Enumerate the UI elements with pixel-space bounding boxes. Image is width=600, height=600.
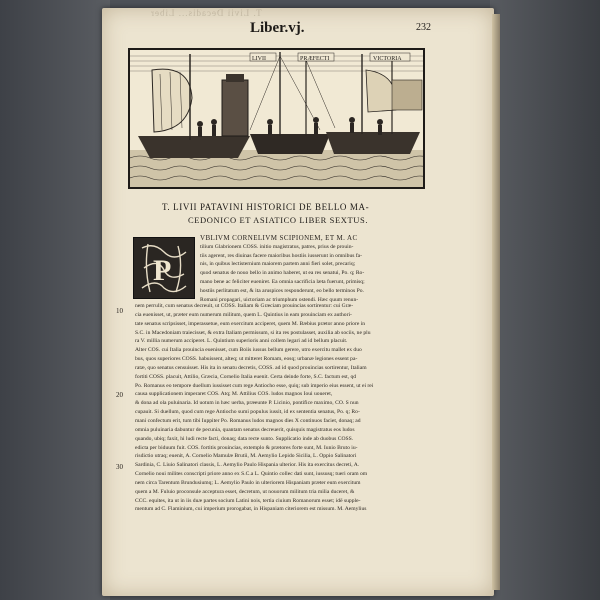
banner-text-victoria: VICTORIA — [373, 56, 402, 62]
text-line: mani confectum erit, tum tibi Iuppiter Po. Romanus ludos magnos dies X continuos faciet, donaq; ad — [135, 417, 361, 424]
text-line: hostiis perlitatum est, & ita aruspices responderunt, eo bello terminos Po. — [200, 287, 364, 294]
banner-text-praefecti: PRÆFECTI — [300, 56, 330, 62]
decorated-initial — [133, 237, 195, 299]
text-line: fortiti COSS. placuit, Attilio, Græcia, Cornelio Italia euenit. Certa deinde forte, S.C. factum est, qd — [135, 373, 357, 380]
page-number: 232 — [416, 22, 431, 33]
text-line: risdictio utraq; euenit, A. Cornelio Mamulæ Brutii, M. Aemylio Lepido Sicilia, L. Oppio Salinatori — [135, 453, 357, 460]
text-line: nem circa Tarentum Brundusiumq; L. Aemylio Paulo in ulteriorem Hispaniam præter eum exercitum — [135, 479, 361, 486]
running-head: Liber.vj. — [250, 20, 305, 36]
text-block-beside-initial — [200, 234, 425, 304]
background-left — [0, 0, 110, 600]
text-line: Cornelio noui milites conscripti priore anno ex S.C.a L. Quintio collec dati sunt, iussusq; tueri oram om — [135, 471, 368, 478]
text-line: S.C. in Macedoniam traiecisset, & extra Italiam permissum, si ita res postulasset, auxilia ab sociis, ne plu — [135, 329, 371, 336]
text-line: bus, quos superiores COSS. habuissent, alteq; ut mitteret Romam, eosq; urbanæ legiones essent pa- — [135, 356, 358, 363]
page-edge — [492, 14, 500, 590]
text-line: mentum ad C. Flaminium, cui imperium prorogabat, in Hispaniam citeriorem est missum. M. Aemylius — [135, 506, 367, 513]
text-line: cupauit. Si duellum, quod cum rege Antiocho sumi populus iussit, id ex sententia senatus, Po. q; Ro- — [135, 409, 360, 416]
text-line: mano bene ac feliciter eueniret. Ea omnia sacrificia læta fuerunt, primisq; — [200, 278, 365, 285]
text-line: causa supplicationem imperaret COS. Atq; M. Attilius COS. ludos magnos Ioui uoueret, — [135, 391, 333, 398]
margin-line-number: 30 — [116, 463, 123, 471]
text-line: & dona ad ola puluinaria. Id uotum in hæc uerba, præeunte P. Licinio, pontifice maximo, CO. S nun — [135, 400, 359, 407]
text-line: CCC. equites, ita ut in iis duæ partes socium Latini nois, tertia ciuium Romanorum esset; idē supple- — [135, 497, 361, 504]
banner-text-livii: LIVII — [252, 56, 266, 62]
text-line: nem perrulit, cum senatus decreuit, ut COSS. Italiam & Græciam prouincias sortirentur: cui Græ- — [135, 303, 354, 309]
text-line: Sardinia, C. Liuio Salinatori classis, L. Aemylio Paulo Hispania ulterior. His ita exercitus decreti, A. — [135, 462, 360, 469]
text-line: quando, ubiq; faxit, hi ludi recte facti, donaq; data recte sunto. Supplicatio inde ab duobus COSS. — [135, 435, 354, 442]
text-line: nis, in quibus lectisternium maiorem partem anni fieri solet, precariq; — [200, 261, 356, 268]
text-line: edicta per biduum fuit. COS. fortitis prouincias, extemplo & prætores forte sunt, M. Iunio Bruto iu- — [135, 444, 358, 451]
text-line: VBLIVM CORNELIVM SCIPIONEM, ET M. AC — [200, 234, 358, 242]
text-line: Romani propagari, uictoriam ac triumphum ostendi. Hæc quum renun- — [200, 296, 359, 303]
woodcut-illustration — [128, 48, 425, 189]
bleed-through-text: T. Livii Decadis... Liber — [150, 8, 262, 18]
text-line: quem a M. Fuluio proconsule acceptura esset, decretum, ut nouorum militum tria milia duceret, & — [135, 488, 355, 495]
text-line: tilium Glabrionem COSS. initio magistratus, patres, prius de prouin- — [200, 243, 354, 250]
margin-line-number: 10 — [116, 307, 123, 315]
margin-line-number: 20 — [116, 391, 123, 399]
text-line: quod senatus de nouo bello in animo haberet, ut ea res senatui, Po. q; Ro- — [200, 270, 365, 277]
text-line: tate senatus scripsisset, imperassetue, eum exercitum acciperet, quem M. Bæbius prætor anno priore in — [135, 320, 366, 327]
text-line: Alter COS. cui Italia prouincia euenisset, cum Boiis iussus bellum gerere, utro exercitu mallet ex duo — [135, 347, 362, 354]
text-block-main — [135, 302, 427, 514]
text-line: cia euenisset, ut, præter eum numerum militum, quem L. Quintius in eam prouinciam ex authori- — [135, 311, 352, 318]
text-line: ra V. millia numerum acciperet. L. Quintium superioris anni collem legari ad id bellum placuit. — [135, 338, 348, 345]
caption-line-1: T. LIVII PATAVINI HISTORICI DE BELLO MA- — [162, 202, 370, 212]
text-line: ratæ, quo senatus censuisset. His ita in senatu decretis, COSS. ad id quod prouincias sortirentur, Italiam — [135, 364, 367, 371]
caption-line-2: CEDONICO ET ASIATICO LIBER SEXTUS. — [188, 215, 369, 225]
background-right — [490, 0, 600, 600]
text-line: tiis agerent, res diuinas facere maioribus hostiis iusserunt in omnibus fa- — [200, 252, 363, 259]
initial-letter: P — [153, 254, 172, 287]
text-line: Po. Romanus eo tempore duellum iussisset cum rege Antiocho esse, quiq; sub imperio eius essent, ut ei rei — [135, 382, 374, 389]
text-line: omnia puluinaria dabuntur de pecunia, quantam senatus decreuerit, quisquis magistratus eos ludos — [135, 426, 355, 433]
